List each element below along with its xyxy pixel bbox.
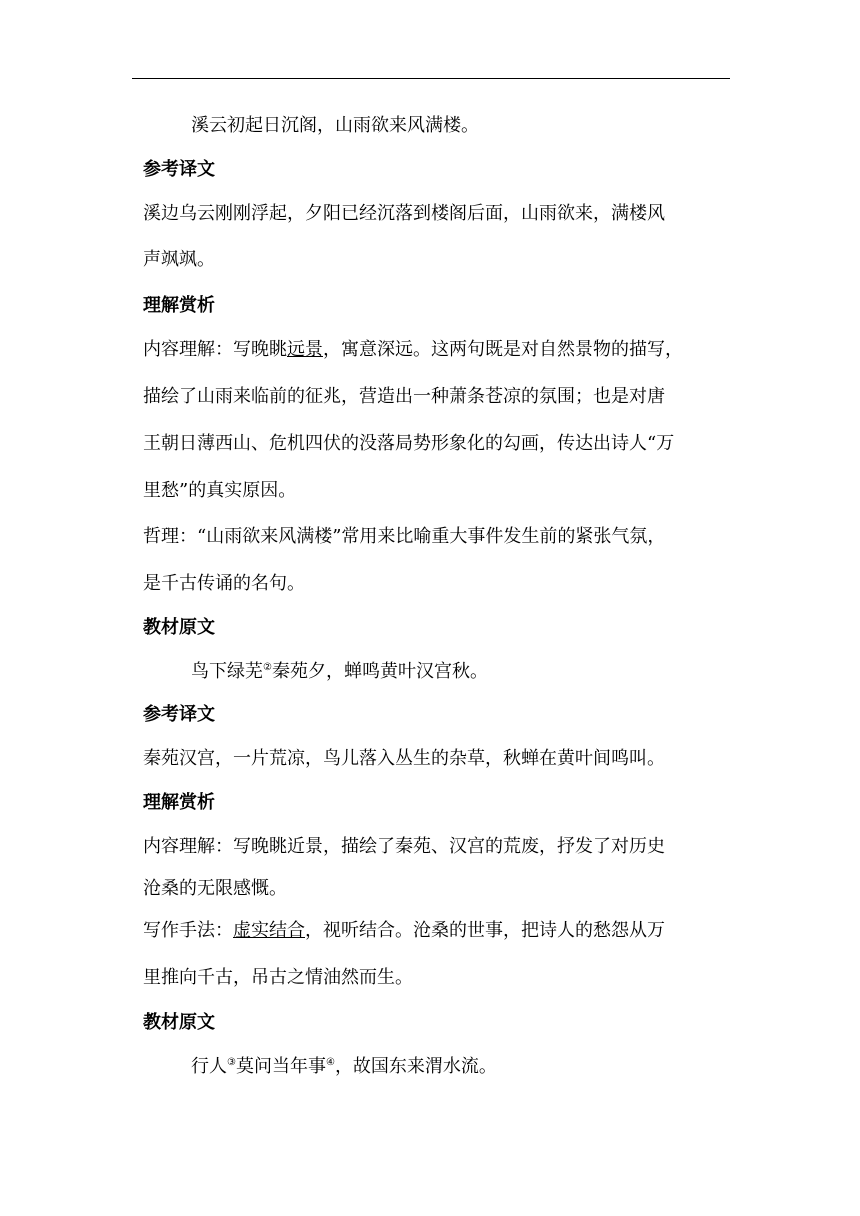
analysis-1-content-line-2: 描绘了山雨来临前的征兆，营造出一种萧条苍凉的氛围；也是对唐 bbox=[143, 386, 665, 407]
heading-translation-1: 参考译文 bbox=[143, 159, 215, 180]
underlined-term-virtual-real: 虚实结合 bbox=[233, 920, 305, 941]
heading-translation-2: 参考译文 bbox=[143, 704, 215, 725]
translation-2-line-1: 秦苑汉宫，一片荒凉，鸟儿落入丛生的杂草，秋蝉在黄叶间鸣叫。 bbox=[143, 748, 665, 769]
footnote-marker-3: ③ bbox=[227, 1057, 236, 1068]
footnote-marker-4: ④ bbox=[325, 1057, 335, 1068]
analysis-2-technique-line-2: 里推向千古，吊古之情油然而生。 bbox=[143, 967, 413, 988]
heading-analysis-1: 理解赏析 bbox=[143, 295, 215, 316]
document-body bbox=[143, 110, 733, 1083]
translation-1-line-2: 声飒飒。 bbox=[143, 249, 215, 270]
header-rule bbox=[132, 78, 730, 79]
analysis-1-content-line-3: 王朝日薄西山、危机四伏的没落局势形象化的勾画，传达出诗人“万 bbox=[143, 433, 675, 454]
analysis-2-technique-line-1: 写作手法：虚实结合，视听结合。沧桑的世事，把诗人的愁怨从万 bbox=[143, 920, 665, 941]
heading-original-3: 教材原文 bbox=[143, 1012, 215, 1033]
analysis-2-content-line-2: 沧桑的无限感慨。 bbox=[143, 878, 287, 899]
translation-1-line-1: 溪边乌云刚刚浮起，夕阳已经沉落到楼阁后面，山雨欲来，满楼风 bbox=[143, 203, 665, 224]
analysis-1-philosophy-line-1: 哲理：“山雨欲来风满楼”常用来比喻重大事件发生前的紧张气氛， bbox=[143, 526, 666, 547]
poem-line-2: 鸟下绿芜②秦苑夕，蝉鸣黄叶汉宫秋。 bbox=[191, 661, 488, 682]
analysis-1-philosophy-line-2: 是千古传诵的名句。 bbox=[143, 573, 305, 594]
poem-line-1: 溪云初起日沉阁，山雨欲来风满楼。 bbox=[191, 115, 479, 136]
heading-analysis-2: 理解赏析 bbox=[143, 792, 215, 813]
analysis-1-content-line-1: 内容理解：写晚眺远景，寓意深远。这两句既是对自然景物的描写， bbox=[143, 339, 683, 360]
underlined-term-far-view: 远景 bbox=[287, 339, 323, 360]
heading-original-2: 教材原文 bbox=[143, 617, 215, 638]
analysis-1-content-line-4: 里愁”的真实原因。 bbox=[143, 480, 297, 501]
analysis-2-content-line-1: 内容理解：写晚眺近景，描绘了秦苑、汉宫的荒废，抒发了对历史 bbox=[143, 836, 665, 857]
poem-line-3: 行人③莫问当年事④，故国东来渭水流。 bbox=[191, 1056, 497, 1077]
footnote-marker-2: ② bbox=[263, 662, 272, 673]
